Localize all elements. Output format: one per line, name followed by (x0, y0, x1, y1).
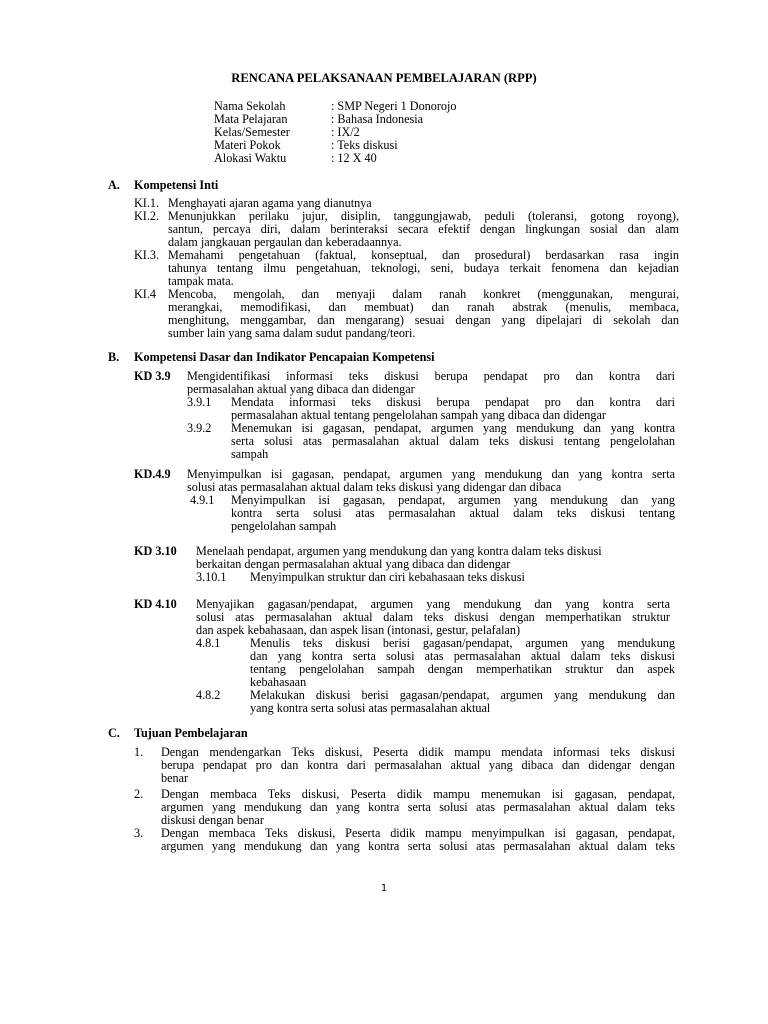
indicator-text-line: Melakukan diskusi berisi gagasan/pendapat, argumen yang mendukung dan (250, 688, 675, 702)
ki-text-line: Menghayati ajaran agama yang dianutnya (168, 196, 372, 210)
section-title: Kompetensi Inti (134, 178, 219, 192)
kd-label: KD 3.9 (134, 369, 171, 383)
ki-text-line: Mencoba, mengolah, dan menyaji dalam ranah konkret (menggunakan, mengurai, (168, 287, 679, 301)
objective-text-line: Dengan membaca Teks diskusi, Peserta didik mampu menemukan isi gagasan, pendapat, (161, 787, 675, 801)
indicator-number: 4.8.2 (196, 688, 221, 702)
kd-text-line: Menyajikan gagasan/pendapat, argumen yang mendukung dan yang kontra serta (196, 597, 670, 611)
indicator-text-line: Menemukan isi gagasan, pendapat, argumen yang mendukung dan yang kontra (231, 421, 675, 435)
section-a-heading (108, 179, 218, 192)
ki-text-line: Menunjukkan perilaku jujur, disiplin, tanggungjawab, peduli (toleransi, gotong royong), (168, 209, 679, 223)
ki-text-line: menghitung, menggambar, dan mengarang) sesuai dengan yang dipelajari di sekolah dan (168, 313, 679, 327)
identity-key: Materi Pokok (214, 138, 281, 152)
kd-text-line: berkaitan dengan permasalahan aktual yang dibaca dan didengar (196, 557, 511, 571)
ki-label: KI.1. (134, 196, 160, 210)
kd-text-line: Menelaah pendapat, argumen yang mendukung dan yang kontra dalam teks diskusi (196, 544, 602, 558)
identity-value: : Teks diskusi (331, 138, 398, 152)
kd-text-line: permasalahan aktual yang dibaca dan didengar (187, 382, 415, 396)
section-title: Kompetensi Dasar dan Indikator Pencapaian Kompetensi (134, 350, 435, 364)
section-c-heading (108, 727, 248, 740)
section-letter: C. (108, 726, 120, 740)
indicator-number: 3.9.1 (187, 395, 212, 409)
kd-label: KD.4.9 (134, 467, 171, 481)
indicator-number: 4.9.1 (190, 493, 215, 507)
indicator-text-line: Menyimpulkan struktur dan ciri kebahasaan teks diskusi (250, 570, 525, 584)
identity-value: : IX/2 (331, 125, 360, 139)
identity-key: Mata Pelajaran (214, 112, 288, 126)
identity-value: : 12 X 40 (331, 151, 377, 165)
indicator-text-line: serta solusi atas permasalahan aktual dalam teks diskusi tentang pengelolahan (231, 434, 675, 448)
indicator-text-line: Mendata informasi teks diskusi berupa pendapat pro dan kontra dari (231, 395, 675, 409)
identity-key: Kelas/Semester (214, 125, 290, 139)
ki-text-line: sumber lain yang sama dalam sudut pandang/teori. (168, 326, 416, 340)
ki-text-line: santun, percaya diri, dalam berinteraksi secara efektif dengan lingkungan sosial dan alam (168, 222, 679, 236)
ki-text-line: dalam jangkauan pergaulan dan keberadaannya. (168, 235, 402, 249)
indicator-text-line: yang kontra serta solusi atas permasalahan aktual (250, 701, 491, 715)
objective-text-line: benar (161, 771, 189, 785)
identity-value: : Bahasa Indonesia (331, 112, 424, 126)
objective-number: 1. (134, 745, 144, 759)
kd-text-line: solusi atas permasalahan aktual dalam teks diskusi yang didengar dan dibaca (187, 480, 562, 494)
ki-text-line: merangkai, memodifikasi, dan membuat) dan ranah abstrak (menulis, membaca, (168, 300, 679, 314)
section-letter: B. (108, 350, 120, 364)
section-letter: A. (108, 178, 120, 192)
indicator-text-line: Menulis teks diskusi berisi gagasan/pendapat, argumen yang mendukung (250, 636, 675, 650)
kd-text-line: dan aspek kebahasaan, dan aspek lisan (intonasi, gestur, pelafalan) (196, 623, 521, 637)
objective-text-line: Dengan mendengarkan Teks diskusi, Peserta didik mampu mendata informasi teks diskusi (161, 745, 675, 759)
identity-value: : SMP Negeri 1 Donorojo (331, 99, 457, 113)
indicator-number: 4.8.1 (196, 636, 221, 650)
indicator-text-line: dan yang kontra serta solusi atas permasalahan aktual dalam teks diskusi (250, 649, 675, 663)
ki-text-line: tampak mata. (168, 274, 234, 288)
document-title: RENCANA PELAKSANAAN PEMBELAJARAN (RPP) (231, 71, 537, 85)
kd-label: KD 3.10 (134, 544, 177, 558)
kd-text-line: solusi atas permasalahan aktual dalam teks diskusi dengan memperhatikan struktur (196, 610, 670, 624)
objective-number: 2. (134, 787, 144, 801)
ki-label: KI.4 (134, 287, 157, 301)
ki-label: KI.3. (134, 248, 160, 262)
identity-key: Alokasi Waktu (214, 151, 287, 165)
objective-text-line: Dengan membaca Teks diskusi, Peserta didik mampu menyimpulkan isi gagasan, pendapat, (161, 826, 675, 840)
indicator-text-line: pengelolahan sampah (231, 519, 337, 533)
objective-text-line: berupa pendapat pro dan kontra dari permasalahan aktual yang dibaca dan didengar dengan (161, 758, 675, 772)
ki-label: KI.2. (134, 209, 160, 223)
kd-text-line: Mengidentifikasi informasi teks diskusi berupa pendapat pro dan kontra dari (187, 369, 675, 383)
objective-text-line: argumen yang mendukung dan yang kontra serta solusi atas permasalahan aktual dalam teks (161, 800, 675, 814)
ki-text-line: tahunya tentang ilmu pengetahuan, teknologi, seni, budaya terkait fenomena dan kejadian (168, 261, 679, 275)
indicator-text-line: permasalahan aktual tentang pengelolahan sampah yang dibaca dan didengar (231, 408, 606, 422)
objective-number: 3. (134, 826, 144, 840)
indicator-number: 3.9.2 (187, 421, 212, 435)
indicator-number: 3.10.1 (196, 570, 227, 584)
indicator-text-line: kebahasaan (250, 675, 307, 689)
objective-text-line: diskusi dengan benar (161, 813, 264, 827)
indicator-text-line: kontra serta solusi atas permasalahan aktual dalam teks diskusi tentang (231, 506, 675, 520)
page-number: 1 (380, 883, 388, 894)
ki-text-line: Memahami pengetahuan (faktual, konseptual, dan prosedural) berdasarkan rasa ingin (168, 248, 679, 262)
objective-text-line: argumen yang mendukung dan yang kontra serta solusi atas permasalahan aktual dalam teks (161, 839, 675, 853)
kd-text-line: Menyimpulkan isi gagasan, pendapat, argumen yang mendukung dan yang kontra serta (187, 467, 675, 481)
identity-key: Nama Sekolah (214, 99, 286, 113)
kd-label: KD 4.10 (134, 597, 177, 611)
indicator-text-line: tentang pengelolahan sampah dengan memperhatikan struktur dan aspek (250, 662, 675, 676)
indicator-text-line: Menyimpulkan isi gagasan, pendapat, argumen yang mendukung dan yang (231, 493, 675, 507)
section-title: Tujuan Pembelajaran (134, 726, 248, 740)
indicator-text-line: sampah (231, 447, 269, 461)
section-b-heading (108, 351, 435, 364)
